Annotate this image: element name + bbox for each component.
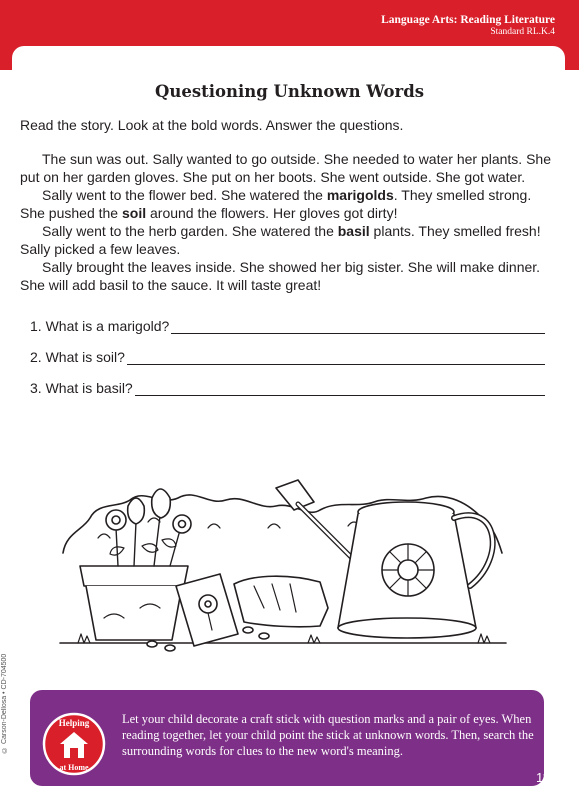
helping-at-home-text: Let your child decorate a craft stick with question marks and a pair of eyes. When reading together, let your child point the stick at unknown words. Then, search the surrounding words for clues to the new word's meaning. [122, 712, 534, 758]
question-row [30, 347, 545, 365]
story-paragraph-1: The sun was out. Sally wanted to go outside. She needed to water her plants. She put on her garden gloves. She put on her boots. She went outside. She got water. [20, 151, 551, 185]
story-text: plants. They smelled fresh! Sally picked a few leaves. [20, 223, 541, 257]
page-number: 11 [536, 770, 550, 785]
questions-list [30, 316, 545, 409]
helping-badge-bottom: at Home [59, 763, 89, 772]
instructions: Read the story. Look at the bold words. Answer the questions. [20, 117, 404, 133]
flower-pot [80, 566, 188, 640]
question-row [30, 316, 545, 334]
story-paragraph-2 [20, 186, 560, 222]
garden-gloves [234, 576, 328, 627]
story-paragraph-3 [20, 222, 560, 258]
page-title: Questioning Unknown Words [154, 82, 425, 101]
seed-packet [176, 574, 238, 646]
question-label: 3. What is basil? [30, 380, 133, 396]
helping-badge-top: Helping [58, 718, 90, 728]
story [20, 150, 560, 294]
question-row [30, 378, 545, 396]
answer-line[interactable] [171, 319, 545, 334]
header-text [381, 14, 555, 37]
bold-word-marigolds: marigolds [326, 187, 394, 203]
flowers [106, 489, 191, 566]
question-label: 1. What is a marigold? [30, 318, 170, 334]
helping-at-home-icon [36, 706, 112, 782]
story-text: . They smelled strong. She pushed the [20, 187, 532, 221]
bold-word-soil: soil [121, 205, 147, 221]
answer-line[interactable] [127, 350, 545, 365]
story-text: Sally went to the herb garden. She watered the [42, 223, 338, 239]
garden-illustration [58, 458, 508, 658]
question-label: 2. What is soil? [30, 349, 125, 365]
story-paragraph-4: Sally brought the leaves inside. She showed her big sister. She will make dinner. She will add basil to the sauce. It will taste great! [20, 259, 541, 293]
story-text: around the flowers. Her gloves got dirty! [146, 205, 398, 221]
bold-word-basil: basil [337, 223, 370, 239]
story-text: Sally went to the flower bed. She watered the [42, 187, 327, 203]
side-credit: © Carson-Dellosa • CD-704500 [1, 653, 8, 753]
header-standard: Standard RL.K.4 [490, 27, 555, 37]
header-subject: Language Arts: Reading Literature [381, 14, 555, 26]
answer-line[interactable] [135, 381, 545, 396]
helping-at-home-box [30, 690, 544, 786]
